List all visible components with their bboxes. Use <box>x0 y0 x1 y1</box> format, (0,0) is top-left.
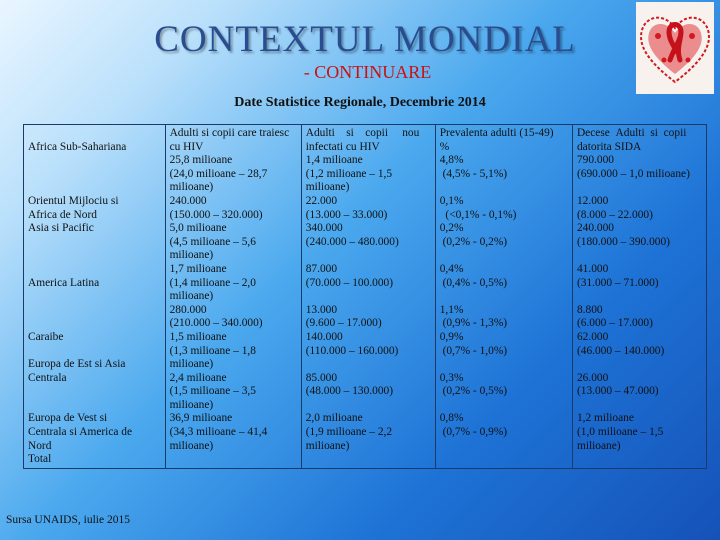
table-cell <box>577 181 703 195</box>
table-cell: 240.000 <box>169 194 207 207</box>
region-label <box>28 385 162 399</box>
section-title: Date Statistice Regionale, Decembrie 2014 <box>234 95 486 110</box>
table-cell: 25,8 milioane <box>169 154 233 167</box>
region-label: Nord <box>28 439 52 452</box>
table-cell: (<0,1% - 0,1%) <box>439 208 517 221</box>
table-cell: 2,0 milioane <box>305 412 363 425</box>
regional-stats-table <box>23 124 707 469</box>
table-cell: (48.000 – 130.000) <box>305 385 394 398</box>
region-label <box>28 236 162 250</box>
region-label <box>28 154 162 168</box>
table-cell: (1,3 milioane – 1,8 <box>169 344 256 357</box>
prevalence-column <box>435 125 572 469</box>
table-cell <box>440 399 569 413</box>
table-cell: (31.000 – 71.000) <box>576 276 659 289</box>
table-cell: (1,5 milioane – 3,5 <box>169 385 256 398</box>
table-cell <box>440 249 569 263</box>
table-cell: (210.000 – 340.000) <box>169 317 263 330</box>
table-cell <box>440 181 569 195</box>
region-label: Asia si Pacific <box>28 222 94 235</box>
living-with-hiv-column <box>165 125 301 469</box>
table-cell: milioane) <box>169 181 214 194</box>
table-cell: (0,4% - 0,5%) <box>439 276 508 289</box>
table-cell: (8.000 – 22.000) <box>576 208 653 221</box>
table-cell: (150.000 – 320.000) <box>169 208 263 221</box>
table-cell: 2,4 milioane <box>169 371 227 384</box>
table-cell: 26.000 <box>576 371 609 384</box>
region-label <box>28 263 162 277</box>
table-cell <box>577 249 703 263</box>
table-cell: (1,4 milioane – 2,0 <box>169 276 256 289</box>
table-cell: cu HIV <box>169 140 204 153</box>
region-label <box>28 317 162 331</box>
table-cell: milioane) <box>169 249 214 262</box>
table-cell: 140.000 <box>305 330 343 343</box>
table-cell: 1,2 milioane <box>576 412 634 425</box>
table-cell: 0,4% <box>439 262 464 275</box>
table-cell <box>306 358 432 372</box>
table-cell: (1,0 milioane – 1,5 <box>576 426 664 439</box>
slide-subtitle: - CONTINUARE <box>303 62 432 82</box>
table-cell: (0,2% - 0,5%) <box>439 385 508 398</box>
table-cell: % <box>439 140 450 153</box>
table-cell: (1,9 milioane – 2,2 <box>305 426 393 439</box>
table-cell: (34,3 milioane – 41,4 <box>169 426 268 439</box>
table-cell: 0,8% <box>439 412 464 425</box>
region-label <box>28 399 162 413</box>
table-cell: 790.000 <box>576 154 614 167</box>
table-cell: 340.000 <box>305 222 343 235</box>
table-cell: 0,2% <box>439 222 464 235</box>
table-cell: 1,7 milioane <box>169 262 227 275</box>
table-row <box>24 125 707 469</box>
region-label <box>28 168 162 182</box>
source-note: Sursa UNAIDS, iulie 2015 <box>6 514 130 526</box>
table-cell <box>440 358 569 372</box>
table-cell: milioane) <box>169 439 214 452</box>
table-cell <box>440 290 569 304</box>
region-label: Centrala si America de <box>28 426 133 439</box>
region-label <box>28 304 162 318</box>
region-label <box>28 127 162 141</box>
region-column <box>24 125 166 469</box>
table-cell: milioane) <box>169 290 214 303</box>
table-cell: 1,5 milioane <box>169 330 227 343</box>
table-cell: (13.000 – 47.000) <box>576 385 659 398</box>
table-cell: 240.000 <box>576 222 614 235</box>
table-cell: datorita SIDA <box>576 140 642 153</box>
table-cell: 87.000 <box>305 262 338 275</box>
table-cell: (6.000 – 17.000) <box>576 317 653 330</box>
slide-title: CONTEXTUL MONDIAL <box>154 19 576 60</box>
region-label: America Latina <box>28 276 100 289</box>
table-cell <box>577 399 703 413</box>
deaths-column <box>572 125 706 469</box>
table-cell: 0,3% <box>439 371 464 384</box>
region-label: Orientul Mijlociu si <box>28 194 119 207</box>
table-cell: 0,1% <box>439 194 464 207</box>
table-cell <box>577 358 703 372</box>
table-cell: 1,1% <box>439 303 464 316</box>
table-cell: milioane) <box>169 358 214 371</box>
table-cell: 5,0 milioane <box>169 222 227 235</box>
new-infections-column <box>301 125 435 469</box>
table-cell: (0,7% - 1,0%) <box>439 344 508 357</box>
table-cell: Adulti si copii nou <box>305 127 420 139</box>
region-label: Centrala <box>28 371 67 384</box>
table-cell: 22.000 <box>305 194 338 207</box>
table-cell: 62.000 <box>576 330 609 343</box>
table-cell: (690.000 – 1,0 milioane) <box>576 167 690 180</box>
table-cell <box>306 399 432 413</box>
table-cell: (9.600 – 17.000) <box>305 317 382 330</box>
table-cell: 8.800 <box>576 303 603 316</box>
table-cell: 12.000 <box>576 194 609 207</box>
region-label: Total <box>28 453 52 466</box>
table-cell: 0,9% <box>439 330 464 343</box>
region-label: Europa de Est si Asia <box>28 358 126 371</box>
table-cell: (110.000 – 160.000) <box>305 344 399 357</box>
table-cell: milioane) <box>305 181 350 194</box>
table-cell: (1,2 milioane – 1,5 <box>305 167 393 180</box>
table-cell: 4,8% <box>439 154 464 167</box>
table-cell: (0,7% - 0,9%) <box>439 426 508 439</box>
table-cell: milioane) <box>576 439 621 452</box>
table-cell: (4,5% - 5,1%) <box>439 167 508 180</box>
table-cell: 280.000 <box>169 303 207 316</box>
table-cell: milioane) <box>305 439 350 452</box>
aids-ribbon-heart-icon <box>636 2 714 94</box>
table-cell: (46.000 – 140.000) <box>576 344 665 357</box>
table-cell: Prevalenta adulti (15-49) <box>439 127 554 139</box>
table-cell: 41.000 <box>576 262 609 275</box>
region-label: Africa Sub-Sahariana <box>28 140 127 153</box>
table-cell: (24,0 milioane – 28,7 <box>169 167 268 180</box>
region-label: Caraibe <box>28 330 64 343</box>
table-cell: 85.000 <box>305 371 338 384</box>
table-cell: (180.000 – 390.000) <box>576 235 670 248</box>
table-cell <box>440 440 569 454</box>
table-cell: infectati cu HIV <box>305 140 380 153</box>
table-cell <box>306 290 432 304</box>
table-cell: (70.000 – 100.000) <box>305 276 394 289</box>
region-label: Africa de Nord <box>28 208 97 221</box>
region-label <box>28 290 162 304</box>
table-cell: 13.000 <box>305 303 338 316</box>
table-cell <box>306 249 432 263</box>
region-label <box>28 345 162 359</box>
region-label <box>28 181 162 195</box>
table-cell: (0,2% - 0,2%) <box>439 235 508 248</box>
table-cell: (4,5 milioane – 5,6 <box>169 235 256 248</box>
table-cell: (0,9% - 1,3%) <box>439 317 508 330</box>
table-cell: (13.000 – 33.000) <box>305 208 388 221</box>
table-cell: Adulti si copii care traiesc <box>169 127 290 139</box>
table-cell: Decese Adulti si copii <box>576 127 687 139</box>
table-cell: 36,9 milioane <box>169 412 233 425</box>
table-cell: 1,4 milioane <box>305 154 363 167</box>
table-cell <box>577 290 703 304</box>
region-label: Europa de Vest si <box>28 412 108 425</box>
table-cell: (240.000 – 480.000) <box>305 235 399 248</box>
table-cell: milioane) <box>169 398 214 411</box>
region-label <box>28 249 162 263</box>
